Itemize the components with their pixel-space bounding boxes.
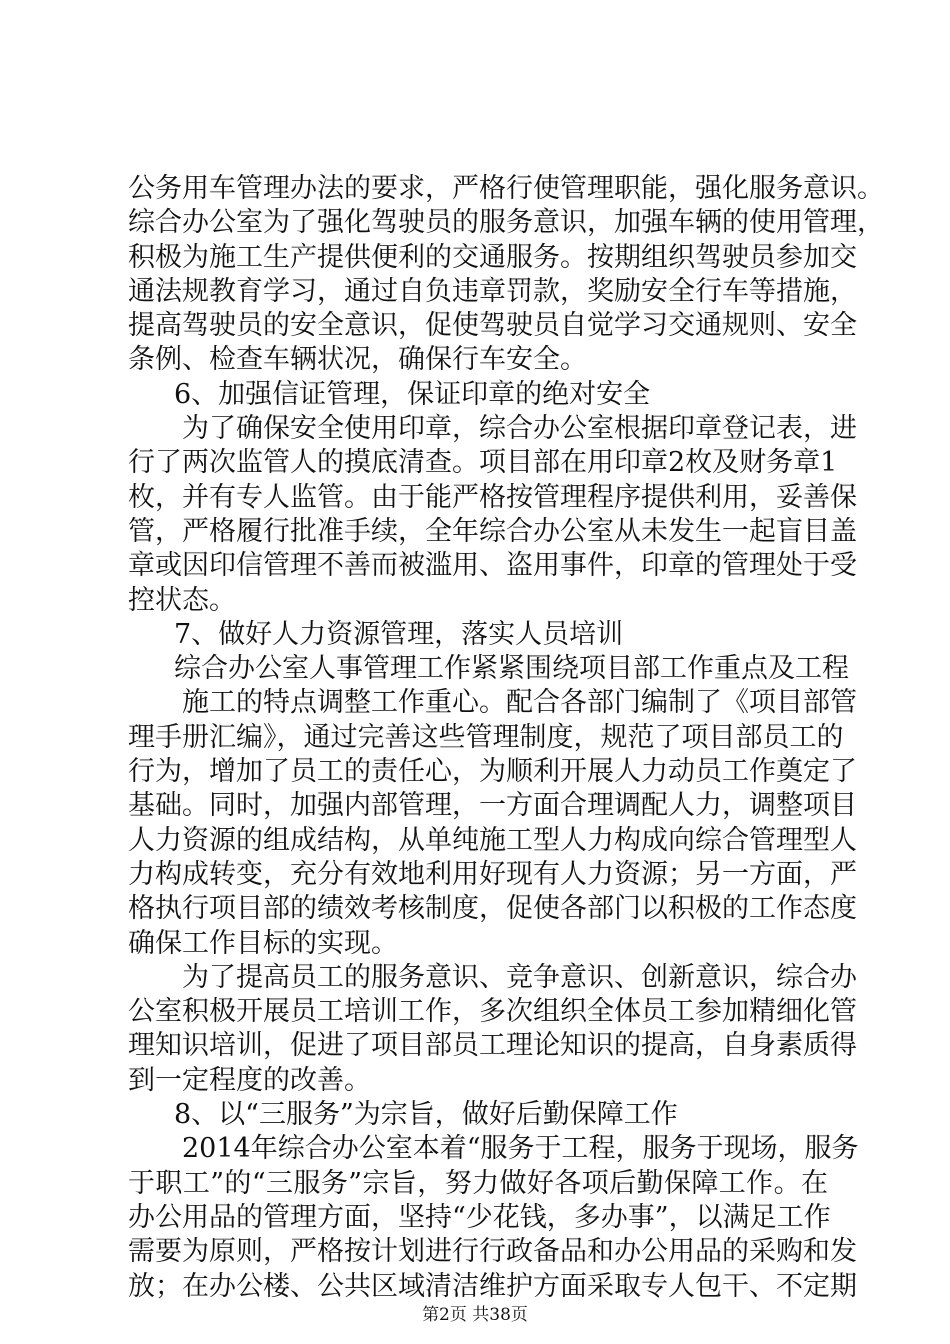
text-line: 行了两次监管人的摸底清查。项目部在用印章2枚及财务章1: [128, 447, 838, 479]
text-line: 到一定程度的改善。: [128, 1064, 371, 1096]
paragraph-first-line: 为了确保安全使用印章，综合办公室根据印章登记表，进: [182, 413, 857, 445]
section-heading-6: 6、加强信证管理，保证印章的绝对安全: [174, 378, 651, 410]
text-line: 格执行项目部的绩效考核制度，促使各部门以积极的工作态度: [128, 893, 857, 925]
text-line: 积极为施工生产提供便利的交通服务。按期组织驾驶员参加交: [128, 241, 857, 273]
paragraph-first-line: 2014年综合办公室本着“服务于工程，服务于现场，服务: [182, 1133, 859, 1165]
section-heading-8: 8、以“三服务”为宗旨，做好后勤保障工作: [174, 1099, 678, 1131]
text-line: 章或因印信管理不善而被滥用、盗用事件，印章的管理处于受: [128, 550, 857, 582]
text-line: 理手册汇编》，通过完善这些管理制度，规范了项目部员工的: [128, 721, 844, 753]
text-line: 提高驾驶员的安全意识，促使驾驶员自觉学习交通规则、安全: [128, 310, 857, 342]
paragraph-first-line: 为了提高员工的服务意识、竞争意识、创新意识，综合办: [182, 961, 857, 993]
text-line: 于职工”的“三服务”宗旨，努力做好各项后勤保障工作。在: [128, 1167, 828, 1199]
text-line: 枚，并有专人监管。由于能严格按管理程序提供利用，妥善保: [128, 481, 857, 513]
paragraph-first-line: 综合办公室人事管理工作紧紧围绕项目部工作重点及工程: [174, 653, 849, 685]
text-line: 力构成转变，充分有效地利用好现有人力资源；另一方面，严: [128, 858, 857, 890]
text-line: 办公用品的管理方面，坚持“少花钱，多办事”，以满足工作: [128, 1201, 831, 1233]
text-line: 公务用车管理办法的要求，严格行使管理职能，强化服务意识。: [128, 173, 884, 204]
text-line: 通法规教育学习，通过自负违章罚款，奖励安全行车等措施，: [128, 275, 857, 307]
section-heading-7: 7、做好人力资源管理，落实人员培训: [174, 618, 624, 650]
text-line: 需要为原则，严格按计划进行行政备品和办公用品的采购和发: [128, 1236, 857, 1268]
text-line: 控状态。: [128, 584, 236, 616]
text-line: 综合办公室为了强化驾驶员的服务意识，加强车辆的使用管理，: [128, 207, 884, 239]
text-line: 条例、检查车辆状况，确保行车安全。: [128, 344, 587, 376]
document-body: [128, 172, 884, 1304]
text-line: 行为，增加了员工的责任心，为顺利开展人力动员工作奠定了: [128, 756, 857, 788]
page-number-footer: 第2页 共38页: [422, 1305, 528, 1325]
text-line: 管，严格履行批准手续，全年综合办公室从未发生一起盲目盖: [128, 515, 857, 547]
text-line: 人力资源的组成结构，从单纯施工型人力构成向综合管理型人: [128, 824, 857, 856]
text-line: 放；在办公楼、公共区域清洁维护方面采取专人包干、不定期: [128, 1270, 857, 1302]
text-line: 理知识培训，促进了项目部员工理论知识的提高，自身素质得: [128, 1030, 857, 1062]
text-line: 公室积极开展员工培训工作，多次组织全体员工参加精细化管: [128, 996, 857, 1028]
text-line: 基础。同时，加强内部管理，一方面合理调配人力，调整项目: [128, 790, 857, 822]
text-line: 施工的特点调整工作重心。配合各部门编制了《项目部管: [182, 687, 857, 719]
text-line: 确保工作目标的实现。: [128, 927, 398, 959]
